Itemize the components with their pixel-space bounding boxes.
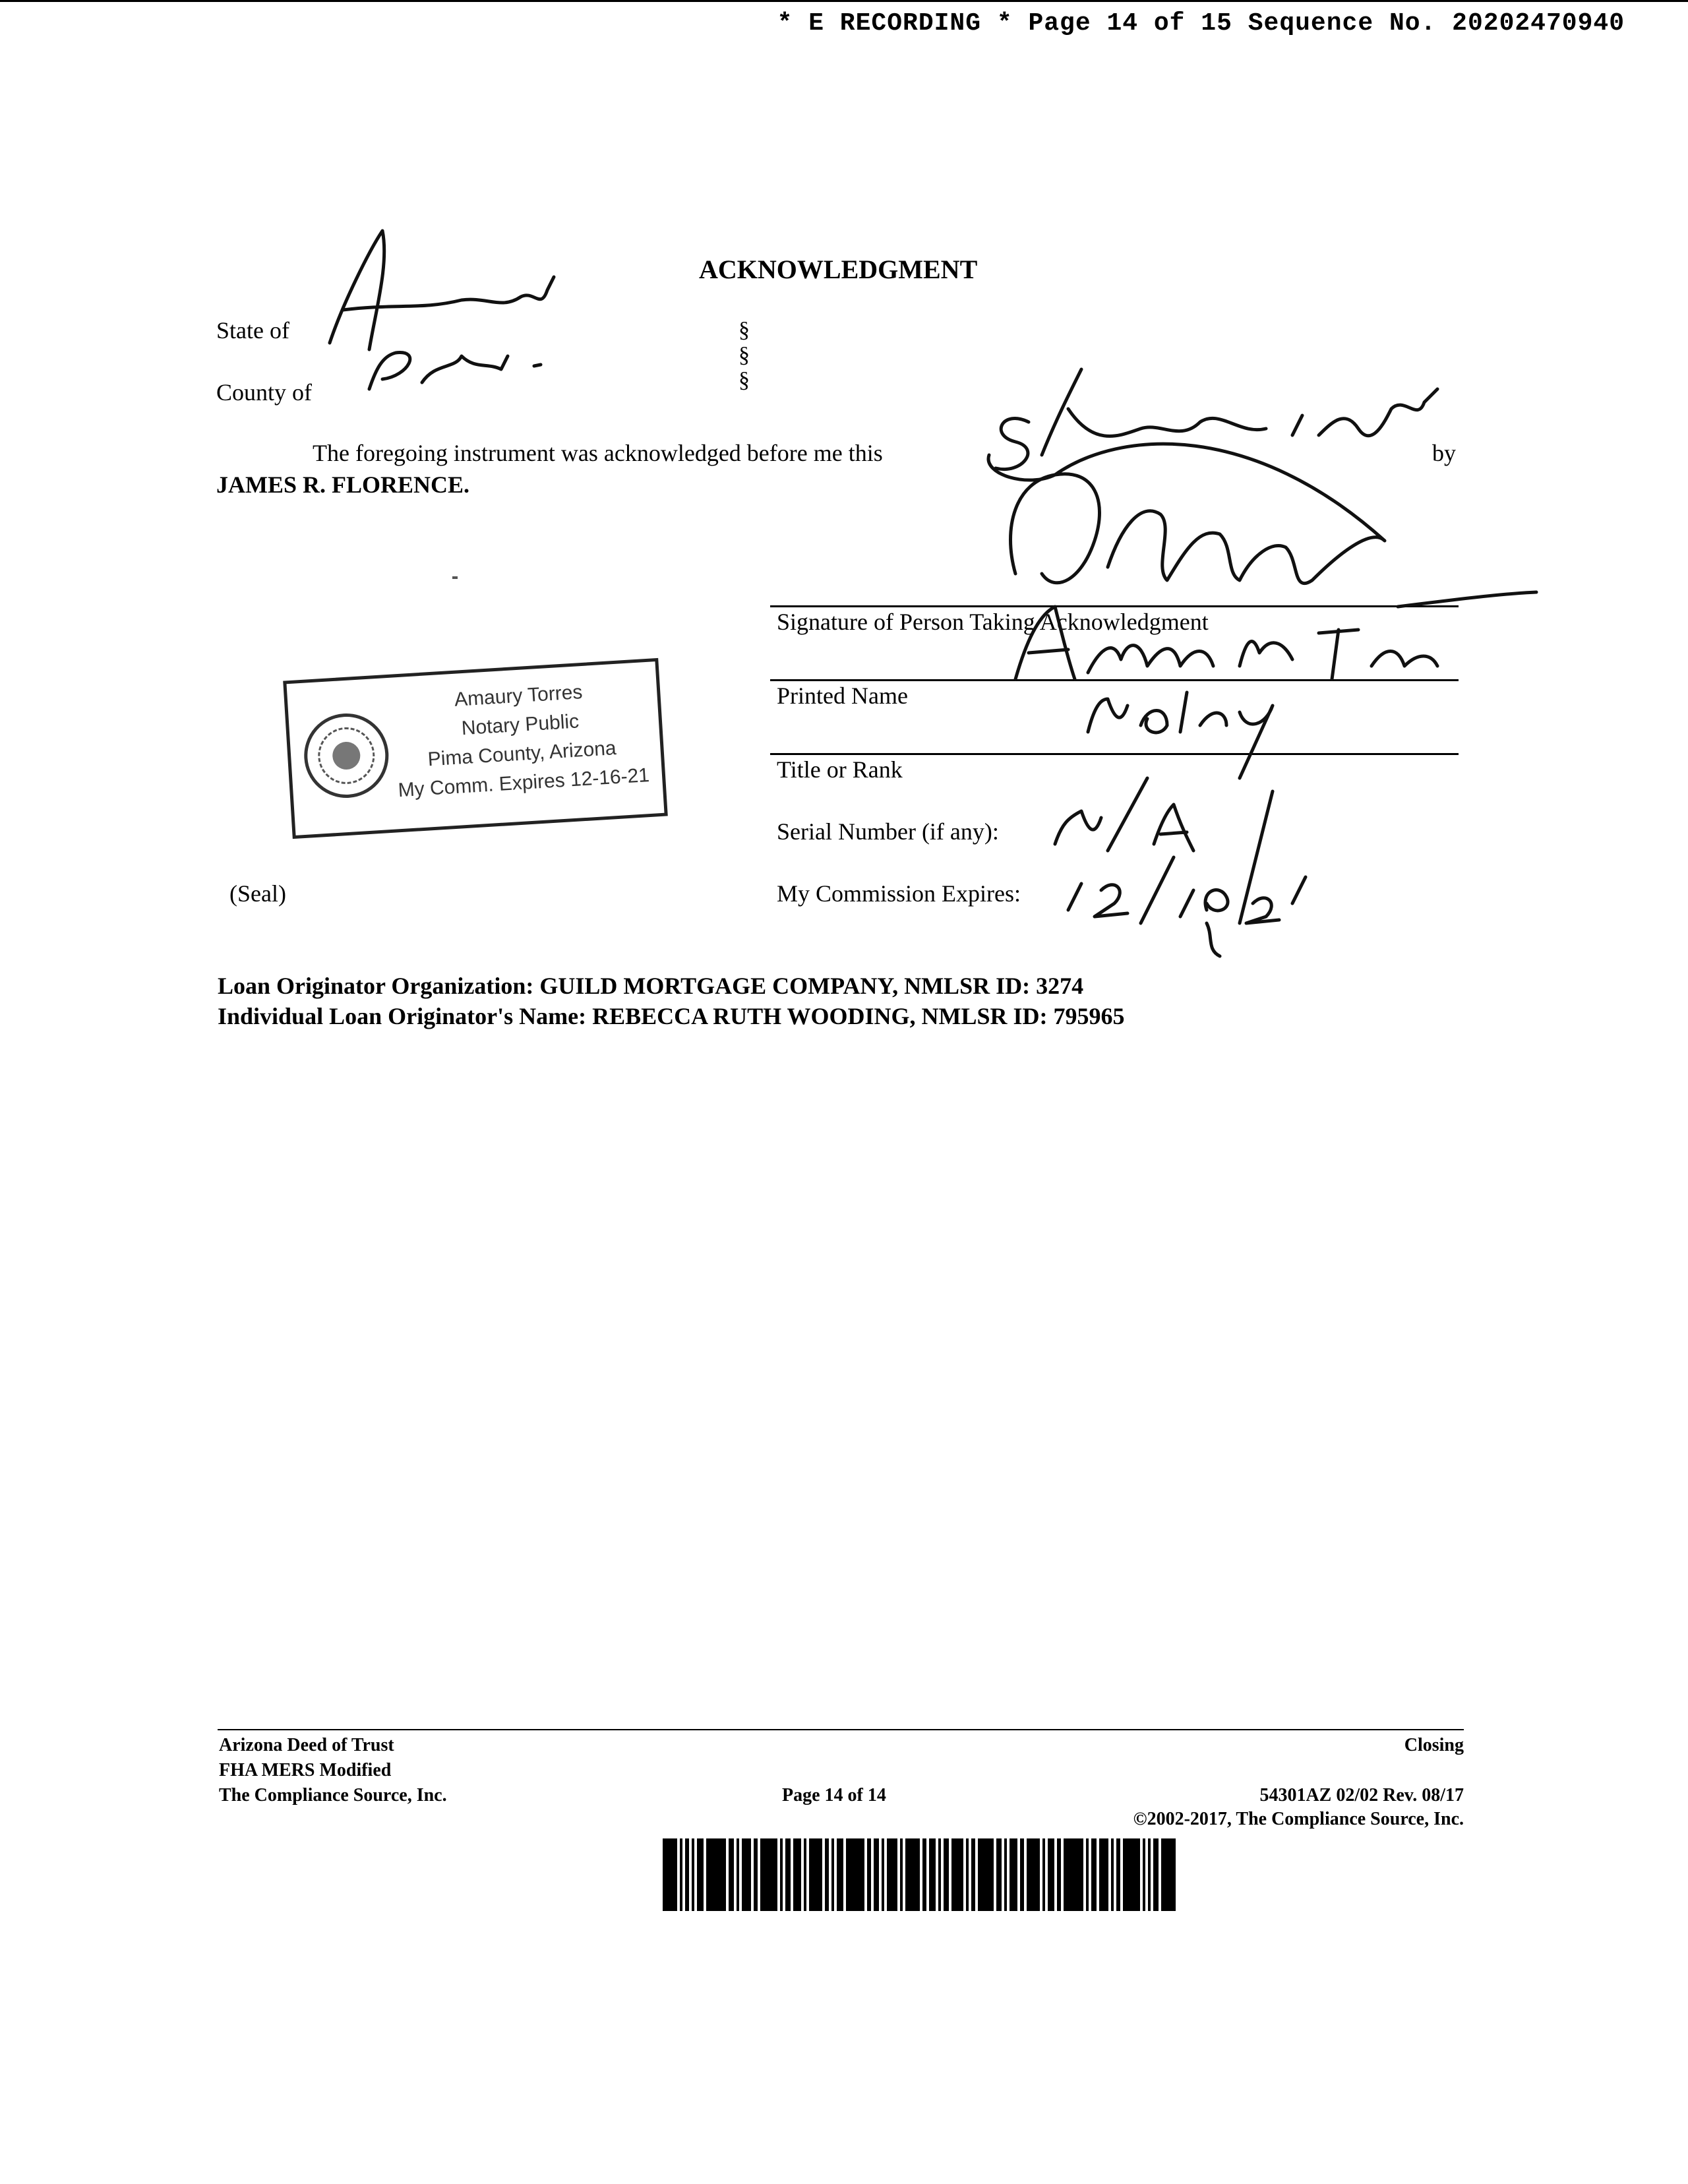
barcode-bar — [1042, 1838, 1045, 1911]
barcode-bar — [804, 1838, 806, 1911]
footer-left-2: FHA MERS Modified — [219, 1760, 392, 1780]
state-label: State of — [216, 317, 289, 344]
section-mark-1: § — [738, 318, 750, 342]
loan-originator-individual: Individual Loan Originator's Name: REBECCA RUTH WOODING, NMLSR ID: 795965 — [218, 1003, 1125, 1029]
barcode-bar — [905, 1838, 920, 1911]
serial-handwriting — [1055, 778, 1193, 851]
footer-left-1: Arizona Deed of Trust — [219, 1735, 394, 1755]
state-seal-icon — [302, 711, 392, 801]
barcode-bar — [785, 1838, 791, 1911]
barcode-bar — [1148, 1838, 1151, 1911]
barcode-bar — [929, 1838, 936, 1911]
barcode-bar — [837, 1838, 843, 1911]
barcode-bar — [1048, 1838, 1054, 1911]
recording-header: * E RECORDING * Page 14 of 15 Sequence No. 20202470940 — [777, 9, 1625, 38]
barcode-bar — [809, 1838, 822, 1911]
barcode-bar — [697, 1838, 704, 1911]
barcode-bar — [1086, 1838, 1089, 1911]
barcode-bar — [754, 1838, 758, 1911]
barcode-bar — [1123, 1838, 1140, 1911]
barcode-bar — [1004, 1838, 1007, 1911]
footer-left-3: The Compliance Source, Inc. — [219, 1785, 447, 1805]
barcode-bar — [680, 1838, 682, 1911]
barcode-bar — [922, 1838, 926, 1911]
footer-rule — [218, 1729, 1464, 1730]
barcode-bar — [887, 1838, 897, 1911]
barcode-bar — [831, 1838, 834, 1911]
barcode-bar — [874, 1838, 879, 1911]
acknowledgment-intro: The foregoing instrument was acknowledged before me this — [313, 440, 883, 466]
barcode-bar — [882, 1838, 884, 1911]
footer-right-2: 54301AZ 02/02 Rev. 08/17 — [1259, 1785, 1464, 1805]
stamp-line-expiry: My Comm. Expires 12-16-21 — [397, 764, 650, 802]
barcode-bar — [1153, 1838, 1159, 1911]
footer-right-1: Closing — [1404, 1735, 1464, 1755]
barcode-bar — [706, 1838, 726, 1911]
barcode-bar — [760, 1838, 777, 1911]
notary-signature — [1011, 444, 1385, 584]
barcode-bar — [1057, 1838, 1061, 1911]
title-rule — [770, 753, 1459, 755]
barcode-bar — [1091, 1838, 1097, 1911]
barcode-bar — [944, 1838, 949, 1911]
barcode-bar — [846, 1838, 864, 1911]
barcode-bar — [1010, 1838, 1017, 1911]
section-mark-3: § — [738, 368, 750, 392]
barcode-bar — [1111, 1838, 1114, 1911]
county-label: County of — [216, 379, 313, 406]
barcode-bar — [966, 1838, 969, 1911]
signature-rule — [770, 605, 1459, 607]
barcode-bar — [1064, 1838, 1083, 1911]
printed-name-label: Printed Name — [777, 682, 908, 709]
notary-stamp — [283, 658, 668, 839]
title-handwriting — [1088, 692, 1273, 778]
barcode-bar — [867, 1838, 871, 1911]
seal-label: (Seal) — [229, 880, 286, 907]
serial-label: Serial Number (if any): — [777, 818, 999, 845]
barcode-bar — [978, 1838, 994, 1911]
barcode-bar — [780, 1838, 783, 1911]
barcode-bar — [737, 1838, 739, 1911]
county-handwriting — [369, 353, 541, 389]
barcode-bar — [938, 1838, 941, 1911]
printed-name-rule — [770, 679, 1459, 681]
signature-tail — [1398, 592, 1536, 607]
footer-page: Page 14 of 14 — [782, 1785, 886, 1805]
stray-dot — [452, 576, 458, 579]
loan-originator-org: Loan Originator Organization: GUILD MORTGAGE COMPANY, NMLSR ID: 3274 — [218, 973, 1084, 999]
section-mark-2: § — [738, 343, 750, 367]
footer-right-3: ©2002-2017, The Compliance Source, Inc. — [1133, 1809, 1464, 1829]
date-loop — [988, 455, 1055, 480]
stamp-line-title: Notary Public — [460, 710, 580, 740]
stamp-line-county: Pima County, Arizona — [427, 737, 617, 771]
barcode-bar — [996, 1838, 1002, 1911]
barcode-bar — [663, 1838, 677, 1911]
barcode-bar — [685, 1838, 689, 1911]
top-border — [0, 0, 1688, 2]
acknowledgment-title: ACKNOWLEDGMENT — [699, 255, 978, 284]
barcode-bar — [1027, 1838, 1040, 1911]
commission-handwriting — [1068, 791, 1306, 956]
commission-label: My Commission Expires: — [777, 880, 1021, 907]
stamp-line-name: Amaury Torres — [454, 681, 584, 711]
signature-label: Signature of Person Taking Acknowledgment — [777, 609, 1209, 635]
barcode-bar — [692, 1838, 694, 1911]
barcode-bar — [1116, 1838, 1120, 1911]
barcode-bar — [742, 1838, 751, 1911]
barcode-bar — [900, 1838, 903, 1911]
barcode-bar — [793, 1838, 801, 1911]
date-handwriting — [996, 369, 1437, 470]
barcode-bar — [951, 1838, 963, 1911]
barcode-bar — [825, 1838, 829, 1911]
title-label: Title or Rank — [777, 756, 903, 783]
state-handwriting — [330, 231, 554, 349]
barcode-bar — [1099, 1838, 1108, 1911]
barcode-bar — [1161, 1838, 1176, 1911]
party-name: JAMES R. FLORENCE. — [216, 471, 470, 498]
barcode — [663, 1838, 1464, 1911]
by-label: by — [1432, 440, 1456, 466]
barcode-bar — [1143, 1838, 1145, 1911]
barcode-bar — [729, 1838, 734, 1911]
barcode-bar — [971, 1838, 975, 1911]
barcode-bar — [1020, 1838, 1024, 1911]
